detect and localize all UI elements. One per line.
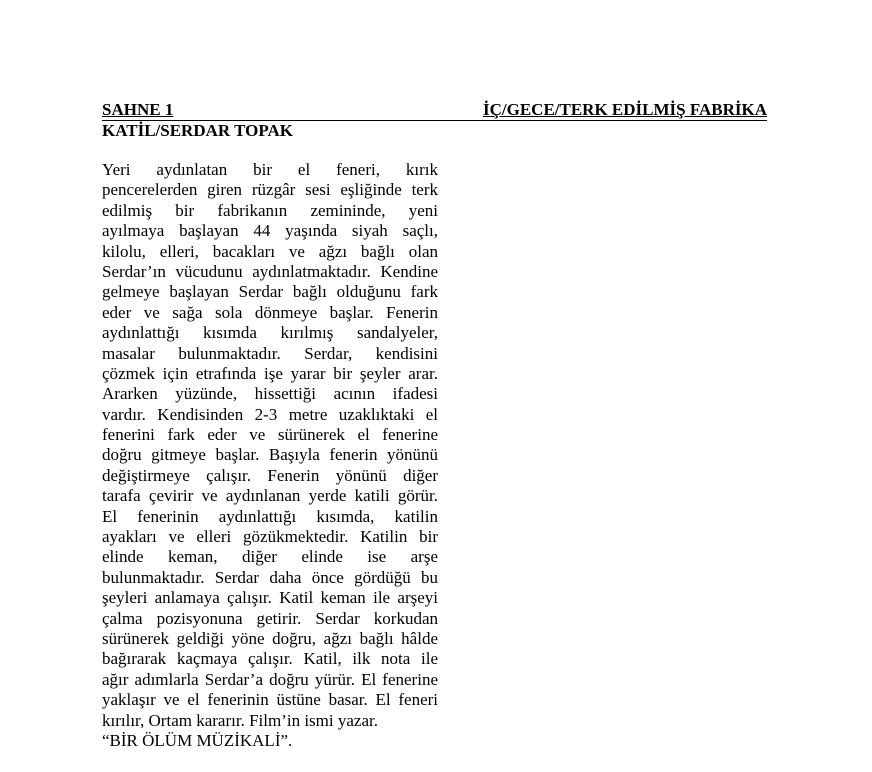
action-line: pencerelerden giren rüzgâr sesi eşliğinde terk bbox=[102, 180, 438, 200]
action-line: ayılmaya başlayan 44 yaşında siyah saçlı, bbox=[102, 221, 438, 241]
action-line: Serdar’ın vücudunu aydınlatmaktadır. Kendine bbox=[102, 261, 438, 281]
action-line: çözmek için etrafında işe yarar bir şeyler arar. bbox=[102, 363, 438, 383]
scene-characters: KATİL/SERDAR TOPAK bbox=[102, 121, 293, 140]
action-line: tarafa çevirir ve aydınlanan yerde katili görür. bbox=[102, 486, 438, 506]
action-line: ayakları ve elleri gözükmektedir. Katilin bir bbox=[102, 527, 438, 547]
action-line: El fenerinin aydınlattığı kısımda, katilin bbox=[102, 506, 438, 526]
action-line: elinde keman, diğer elinde ise arşe bbox=[102, 547, 438, 567]
action-line: çalma pozisyonuna getirir. Serdar korkudan bbox=[102, 608, 438, 628]
action-line: fenerini fark eder ve sürünerek el fenerine bbox=[102, 425, 438, 445]
action-line: Ararken yüzünde, hissettiği acının ifadesi bbox=[102, 384, 438, 404]
action-line: “BİR ÖLÜM MÜZİKALİ”. bbox=[102, 730, 293, 750]
action-line: doğru gitmeye başlar. Başıyla fenerin yönünü bbox=[102, 445, 438, 465]
action-line: aydınlattığı kısımda kırılmış sandalyeler, bbox=[102, 323, 438, 343]
action-line: bağırarak kaçmaya çalışır. Katil, ilk nota ile bbox=[102, 649, 438, 669]
action-line: vardır. Kendisinden 2-3 metre uzaklıktaki el bbox=[102, 404, 438, 424]
action-line: gelmeye başlayan Serdar bağlı olduğunu fark bbox=[102, 282, 438, 302]
action-line: şeyleri anlamaya çalışır. Katil keman ile arşeyi bbox=[102, 588, 438, 608]
action-line: değiştirmeye çalışır. Fenerin yönünü diğer bbox=[102, 465, 438, 485]
action-line: eder ve sağa sola dönmeye başlar. Fenerin bbox=[102, 302, 438, 322]
action-line: kilolu, elleri, bacakları ve ağzı bağlı olan bbox=[102, 241, 438, 261]
action-line: Yeri aydınlatan bir el feneri, kırık bbox=[102, 160, 438, 179]
scene-number: SAHNE 1 bbox=[102, 100, 174, 119]
action-line: ağır adımlarla Serdar’a doğru yürür. El fenerine bbox=[102, 669, 438, 689]
action-line: kırılır, Ortam kararır. Film’in ismi yazar. bbox=[102, 710, 378, 730]
scene-location: İÇ/GECE/TERK EDİLMİŞ FABRİKA bbox=[482, 100, 767, 119]
action-line: masalar bulunmaktadır. Serdar, kendisini bbox=[102, 343, 438, 363]
action-line: yaklaşır ve el fenerinin üstüne basar. El feneri bbox=[102, 690, 438, 710]
scene-heading bbox=[102, 100, 767, 121]
action-line: edilmiş bir fabrikanın zemininde, yeni bbox=[102, 200, 438, 220]
action-line: bulunmaktadır. Serdar daha önce gördüğü bu bbox=[102, 567, 438, 587]
action-paragraph bbox=[102, 160, 438, 751]
action-line: sürünerek geldiği yöne doğru, ağzı bağlı hâlde bbox=[102, 628, 438, 648]
